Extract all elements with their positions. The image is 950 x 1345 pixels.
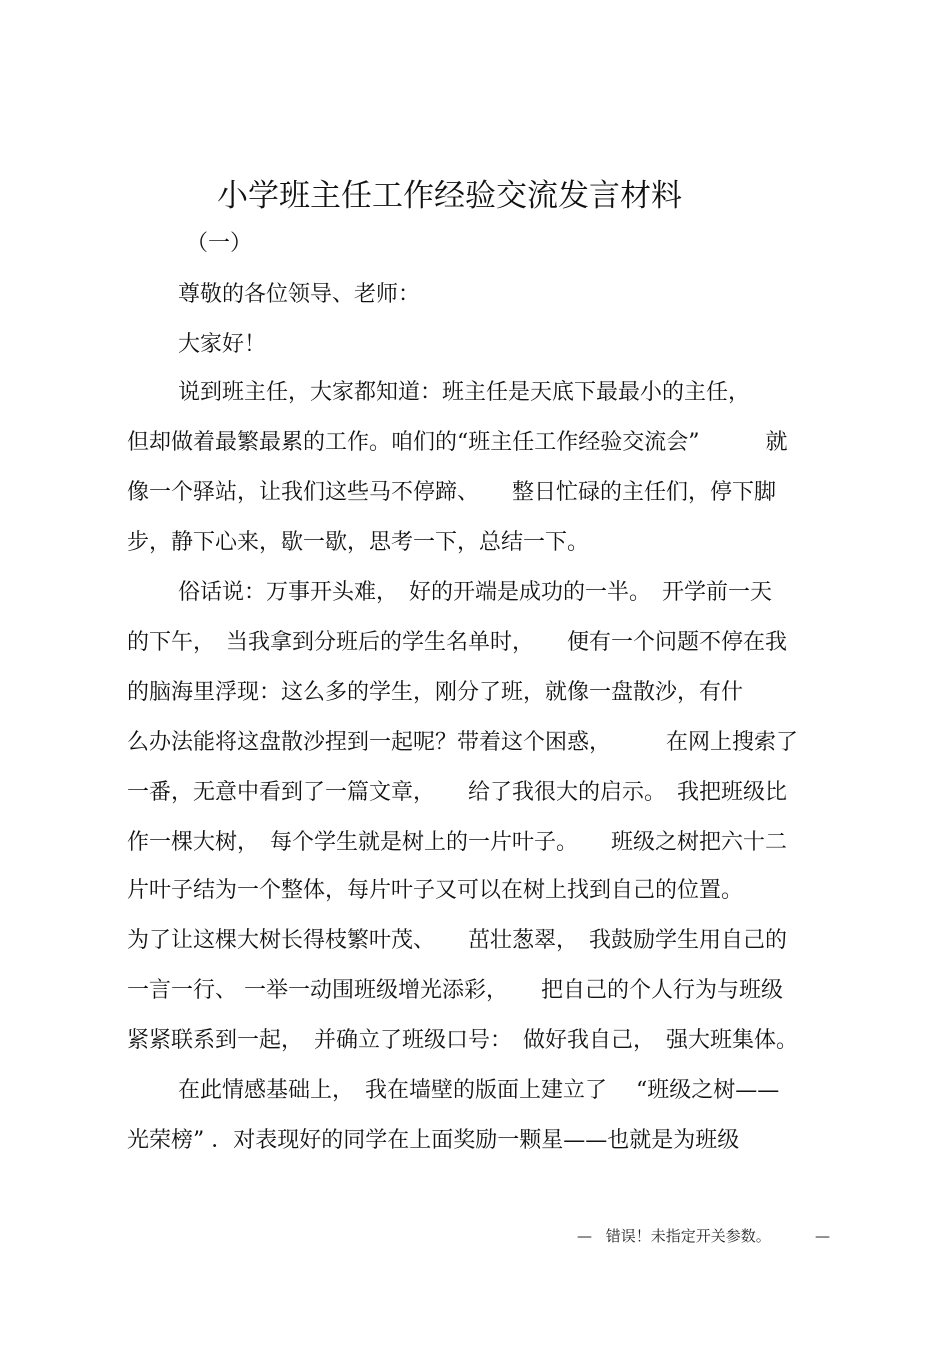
paragraph-line: 么办法能将这盘散沙捏到一起呢？带着这个困惑， 在网上搜索了: [127, 730, 799, 755]
section-number: （一）: [186, 231, 253, 256]
salutation-line: 尊敬的各位领导、老师：: [178, 282, 421, 307]
document-title: 小学班主任工作经验交流发言材料: [217, 178, 682, 214]
paragraph-line: 一言一行、 一举一动围班级增光添彩， 把自己的个人行为与班级: [127, 978, 783, 1003]
page-footer: [577, 1224, 837, 1248]
paragraph-line: 像一个驿站，让我们这些马不停蹄、 整日忙碌的主任们，停下脚: [127, 480, 777, 505]
paragraph-line: 作一棵大树， 每个学生就是树上的一片叶子。 班级之树把六十二: [127, 830, 788, 855]
paragraph-line: 的脑海里浮现：这么多的学生，刚分了班，就像一盘散沙，有什: [127, 680, 744, 705]
paragraph-line: 一番，无意中看到了一篇文章， 给了我很大的启示。 我把班级比: [127, 780, 788, 805]
paragraph-line: 的下午， 当我拿到分班后的学生名单时， 便有一个问题不停在我: [127, 630, 788, 655]
footer-text: 错误！未指定开关参数。: [605, 1227, 771, 1245]
paragraph-line: 为了让这棵大树长得枝繁叶茂、 茁壮葱翠， 我鼓励学生用自己的: [127, 928, 788, 953]
paragraph-line: 俗话说：万事开头难， 好的开端是成功的一半。 开学前一天: [178, 580, 773, 605]
paragraph-line: 在此情感基础上， 我在墙壁的版面上建立了 “班级之树——: [178, 1078, 780, 1103]
paragraph-line: 片叶子结为一个整体，每片叶子又可以在树上找到自己的位置。: [127, 878, 744, 903]
footer-dash-left: —: [577, 1227, 592, 1245]
paragraph-line: 但却做着最繁最累的工作。咱们的“班主任工作经验交流会” 就: [127, 430, 788, 455]
paragraph-line: 步，静下心来，歇一歇，思考一下，总结一下。: [127, 530, 590, 555]
footer-dash-right: —: [815, 1227, 830, 1245]
greeting-line: 大家好！: [178, 332, 267, 357]
paragraph-line: 说到班主任，大家都知道：班主任是天底下最最小的主任，: [178, 380, 751, 405]
paragraph-line: 光荣榜” ．对表现好的同学在上面奖励一颗星——也就是为班级: [127, 1128, 740, 1153]
paragraph-line: 紧紧联系到一起， 并确立了班级口号： 做好我自己， 强大班集体。: [127, 1028, 799, 1053]
